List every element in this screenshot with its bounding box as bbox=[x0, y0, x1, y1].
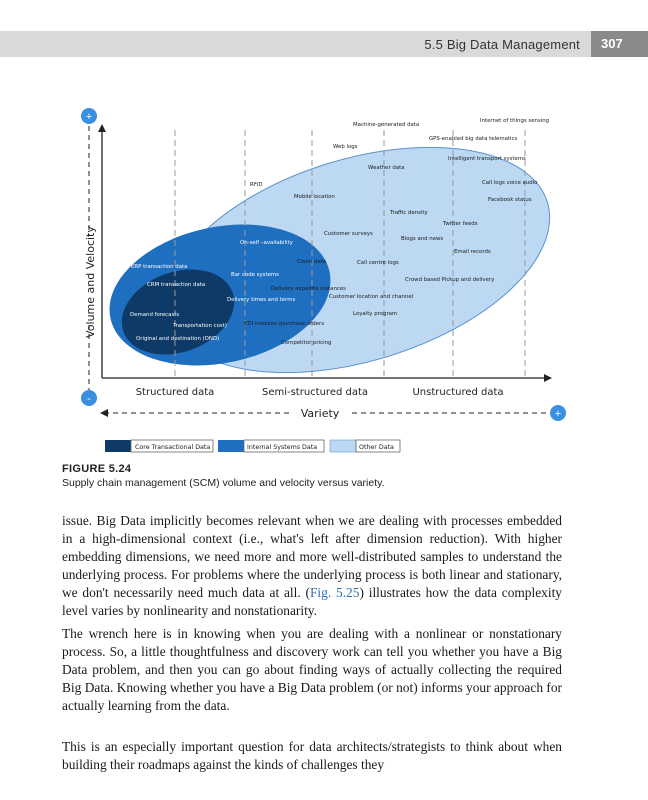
item-label: EDI invoices /purchase orders bbox=[244, 321, 325, 327]
item-label: On-self –availability bbox=[240, 240, 293, 246]
item-label: Bar code systems bbox=[231, 272, 279, 278]
scm-volume-variety-figure bbox=[80, 100, 570, 460]
item-label: Twitter feeds bbox=[443, 221, 478, 227]
running-header-title: 5.5 Big Data Management bbox=[424, 37, 580, 52]
figure-label: FIGURE 5.24 bbox=[62, 463, 132, 475]
item-label: Demand forecasts bbox=[130, 312, 180, 318]
legend-swatch-other bbox=[330, 440, 356, 452]
category-unstructured: Unstructured data bbox=[412, 387, 504, 398]
item-label: Delivery expedite instances bbox=[271, 286, 346, 292]
legend-label-other: Other Data bbox=[359, 444, 394, 451]
paragraph-1 bbox=[62, 512, 562, 620]
y-axis-arrowhead bbox=[98, 124, 106, 132]
x-plus-sign: + bbox=[554, 408, 562, 420]
item-label: Facebook status bbox=[488, 197, 532, 203]
item-label: ERP transaction data bbox=[131, 264, 188, 270]
paragraph-1-text: issue. Big Data implicitly becomes relevant when we are dealing with processes embedded in a high-dimensional context (i.e., what's left after dimension reduction). With higher embedding dimensions, we need more and more well-distributed samples to understand the underlying process. For problems where the underlying process is both linear and stationary, we don't necessarily need much data at all. ( bbox=[62, 513, 562, 600]
item-label: Intelligent transport systems bbox=[448, 156, 526, 162]
x-dashed-left-arrowhead bbox=[100, 409, 108, 417]
item-label: Competitor pricing bbox=[281, 340, 332, 346]
item-label: Weather data bbox=[368, 165, 405, 171]
item-label: Transportation cost) bbox=[173, 323, 227, 329]
item-label: RFID bbox=[250, 182, 263, 188]
item-label: Call centre logs bbox=[357, 260, 399, 266]
paragraph-2: The wrench here is in knowing when you are dealing with a nonlinear or nonstationary process. So, a little thoughtfulness and discovery work can tell you whether you have a Big Data problem, and then you can go about finding ways of actually collecting the required Big Data. Knowing whether you have a Big Data problem (or not) informs your approach for actually learning from the data. bbox=[62, 626, 562, 713]
item-label: Delivery times and terms bbox=[227, 297, 296, 303]
item-label: Customer surveys bbox=[324, 231, 373, 237]
item-label: Blogs and news bbox=[401, 236, 444, 242]
category-semi-structured: Semi-structured data bbox=[261, 387, 369, 398]
category-structured: Structured data bbox=[135, 387, 215, 398]
legend-label-core: Core Transactional Data bbox=[135, 444, 211, 451]
legend-label-internal: Internal Systems Data bbox=[247, 444, 318, 451]
item-label: Web logs bbox=[333, 144, 358, 150]
item-label: Mobile location bbox=[294, 194, 335, 200]
item-label: Claim data bbox=[297, 259, 327, 265]
figure-caption: Supply chain management (SCM) volume and velocity versus variety. bbox=[62, 477, 385, 489]
item-label: Original and destination (OND) bbox=[136, 336, 220, 342]
x-axis-arrowhead bbox=[544, 374, 552, 382]
legend-swatch-core bbox=[105, 440, 131, 452]
item-label: Internet of things sensing bbox=[480, 118, 550, 124]
item-label: Machine-generated data bbox=[353, 122, 420, 128]
page-number: 307 bbox=[591, 31, 648, 57]
paragraph-3: This is an especially important question for data architects/strategists to think about when building their roadmaps against the kinds of challenges they bbox=[62, 739, 562, 772]
figure-reference-link[interactable]: Fig. 5.25 bbox=[309, 585, 360, 600]
item-label: Traffic density bbox=[390, 210, 428, 216]
legend-swatch-internal bbox=[218, 440, 244, 452]
item-label: Email records bbox=[454, 249, 491, 255]
y-axis-label: Volume and Velocity bbox=[84, 226, 97, 338]
item-label: Loyalty program bbox=[353, 311, 398, 317]
item-label: Call logs voice audio bbox=[482, 180, 538, 186]
x-minus-sign: - bbox=[87, 393, 91, 405]
item-label: CRM transaction data bbox=[147, 282, 206, 288]
paragraph-1-text-end: ) illustrates how the data complexity level varies by nonlinearity and nonstationarity. bbox=[62, 585, 562, 618]
y-plus-sign: + bbox=[85, 111, 93, 123]
item-label: Crowd based Pickup and delivery bbox=[405, 277, 495, 283]
item-label: GPS-enabled big data telematics bbox=[429, 136, 518, 142]
x-axis-label: Variety bbox=[300, 407, 340, 420]
item-label: Customer location and channel bbox=[329, 294, 414, 300]
figure-svg bbox=[80, 100, 570, 460]
